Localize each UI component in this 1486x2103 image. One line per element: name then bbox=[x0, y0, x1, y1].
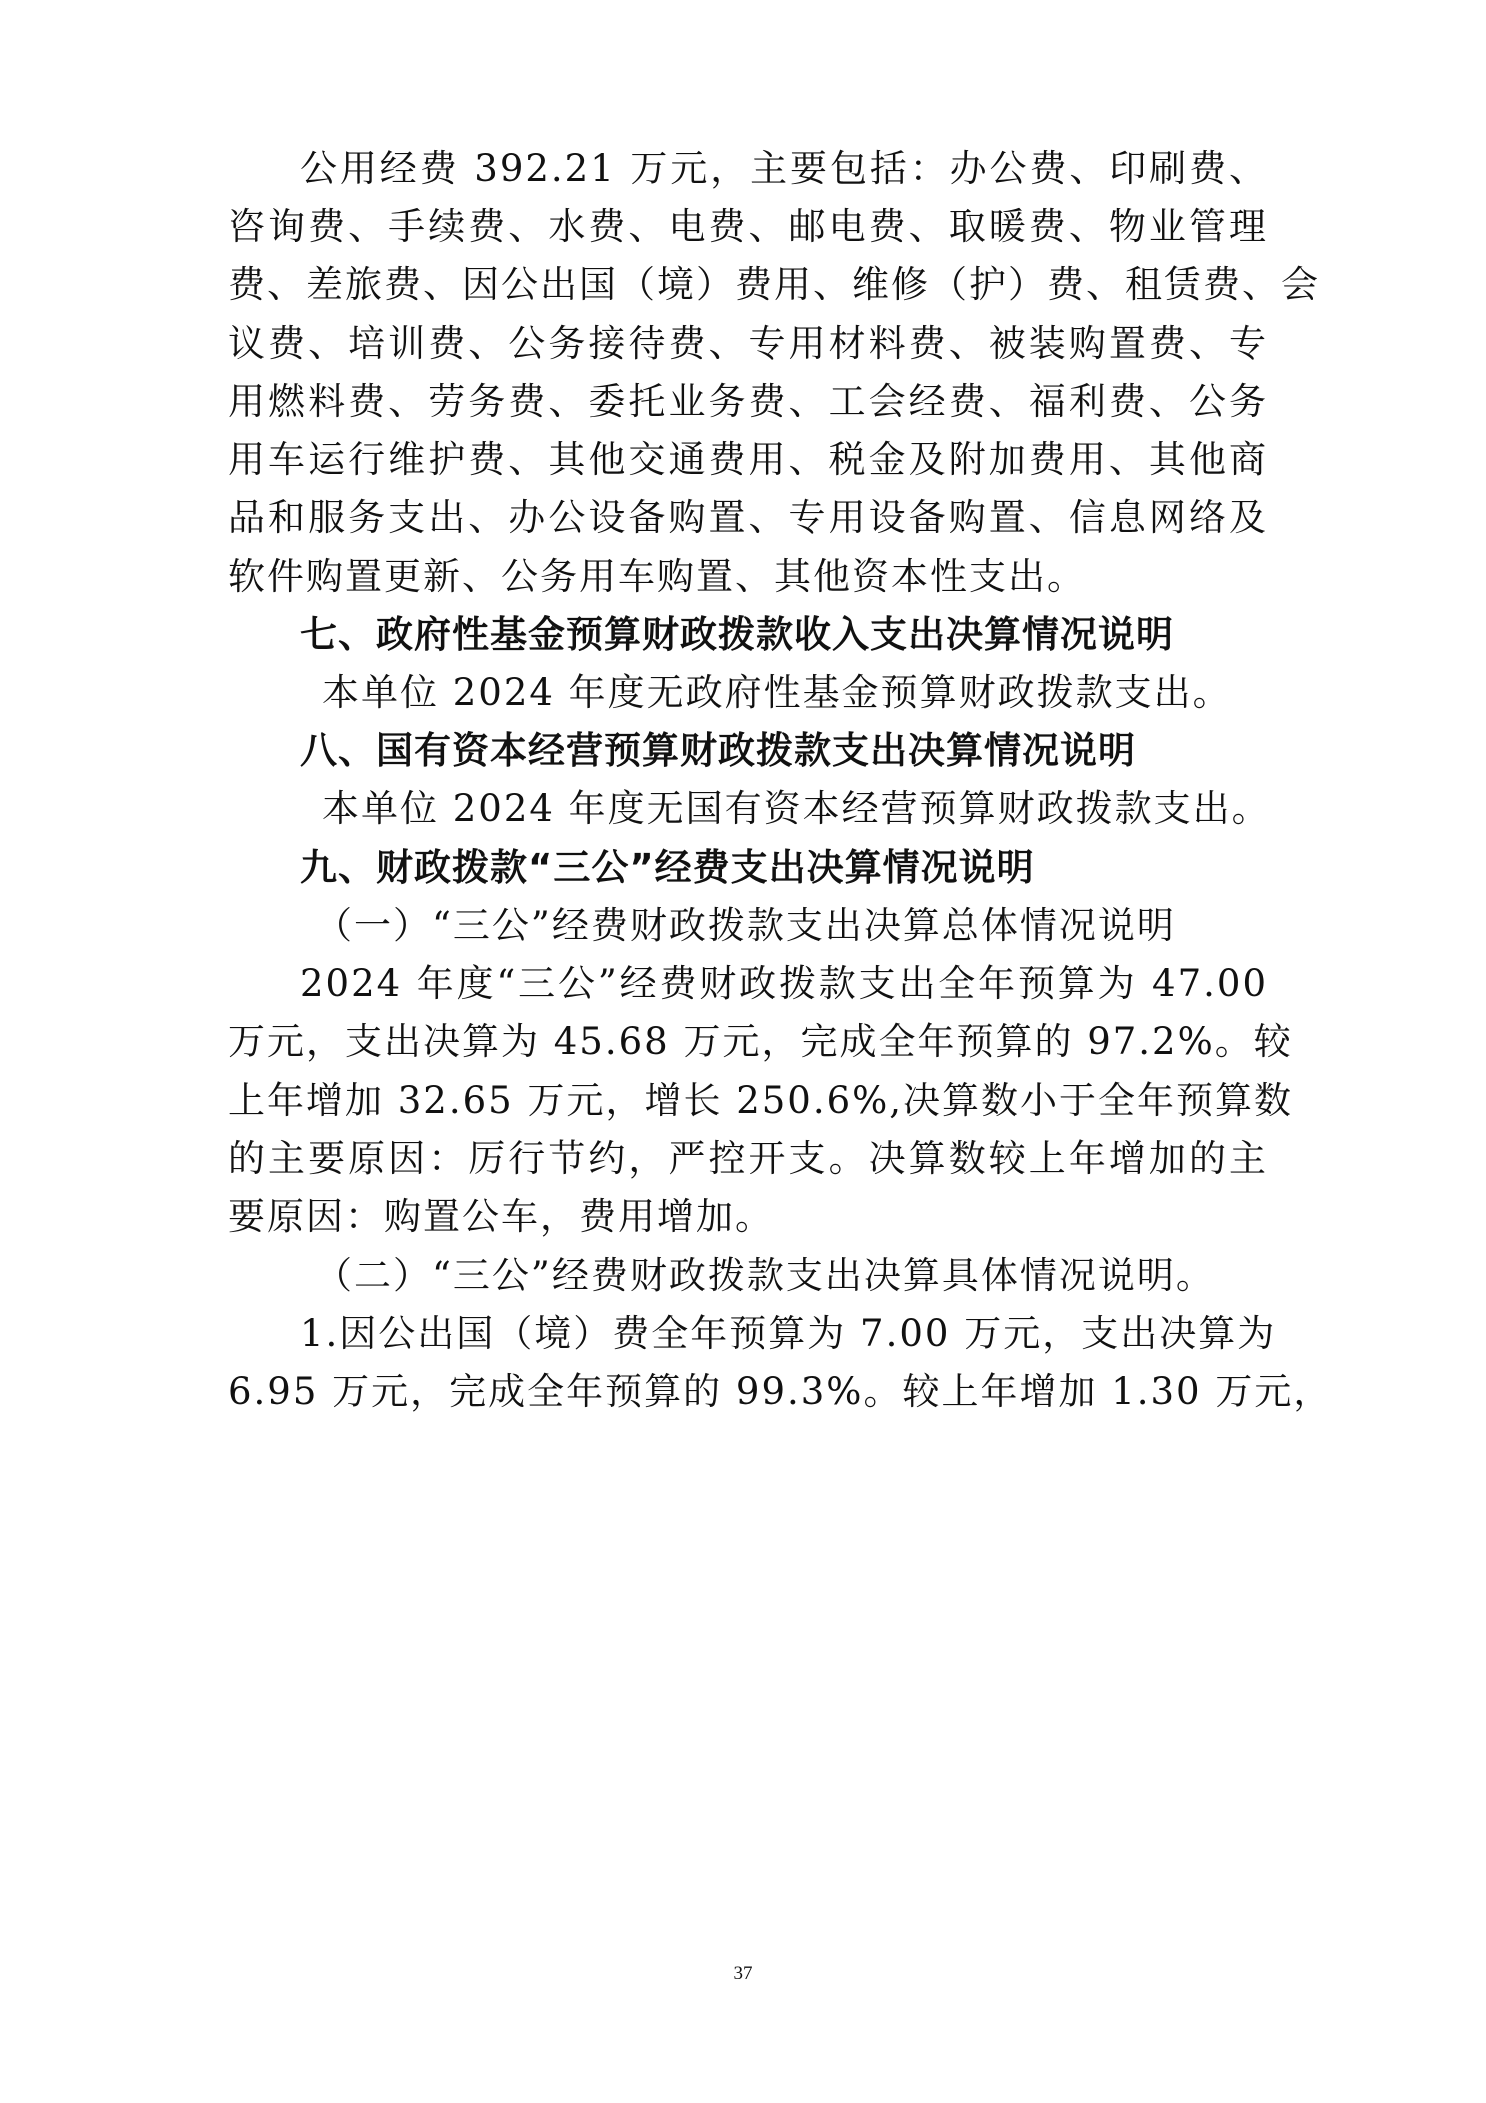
paragraph-line: 软件购置更新、公务用车购置、其他资本性支出。 bbox=[228, 555, 1086, 598]
paragraph-line: 品和服务支出、办公设备购置、专用设备购置、信息网络及 bbox=[228, 496, 1268, 539]
paragraph-line: 6.95 万元，完成全年预算的 99.3%。较上年增加 1.30 万元， bbox=[228, 1370, 1333, 1413]
paragraph-line: 用燃料费、劳务费、委托业务费、工会经费、福利费、公务 bbox=[228, 380, 1268, 423]
paragraph-line: 用车运行维护费、其他交通费用、税金及附加费用、其他商 bbox=[228, 438, 1268, 481]
section-7-body: 本单位 2024 年度无政府性基金预算财政拨款支出。 bbox=[322, 671, 1232, 714]
page-number: 37 bbox=[733, 1963, 753, 1984]
section-8-heading: 八、国有资本经营预算财政拨款支出决算情况说明 bbox=[300, 729, 1136, 772]
paragraph-line: 议费、培训费、公务接待费、专用材料费、被装购置费、专 bbox=[228, 322, 1268, 365]
section-9-sub1-heading: （一）“三公”经费财政拨款支出决算总体情况说明 bbox=[315, 904, 1176, 947]
section-8-body: 本单位 2024 年度无国有资本经营预算财政拨款支出。 bbox=[322, 787, 1271, 830]
section-9-sub2-heading: （二）“三公”经费财政拨款支出决算具体情况说明。 bbox=[315, 1254, 1215, 1297]
paragraph-line: 的主要原因：厉行节约，严控开支。决算数较上年增加的主 bbox=[228, 1137, 1268, 1180]
paragraph-line: 上年增加 32.65 万元，增长 250.6%,决算数小于全年预算数 bbox=[228, 1079, 1294, 1122]
paragraph-line: 费、差旅费、因公出国（境）费用、维修（护）费、租赁费、会 bbox=[228, 263, 1320, 306]
paragraph-line: 咨询费、手续费、水费、电费、邮电费、取暖费、物业管理 bbox=[228, 205, 1268, 248]
section-9-heading: 九、财政拨款“三公”经费支出决算情况说明 bbox=[300, 846, 1035, 889]
paragraph-line: 2024 年度“三公”经费财政拨款支出全年预算为 47.00 bbox=[300, 962, 1268, 1005]
paragraph-line: 1.因公出国（境）费全年预算为 7.00 万元，支出决算为 bbox=[300, 1312, 1277, 1355]
section-7-heading: 七、政府性基金预算财政拨款收入支出决算情况说明 bbox=[300, 613, 1174, 656]
paragraph-line: 要原因：购置公车，费用增加。 bbox=[228, 1195, 774, 1238]
paragraph-line: 万元，支出决算为 45.68 万元，完成全年预算的 97.2%。较 bbox=[228, 1020, 1293, 1063]
paragraph-line: 公用经费 392.21 万元，主要包括：办公费、印刷费、 bbox=[300, 147, 1268, 190]
